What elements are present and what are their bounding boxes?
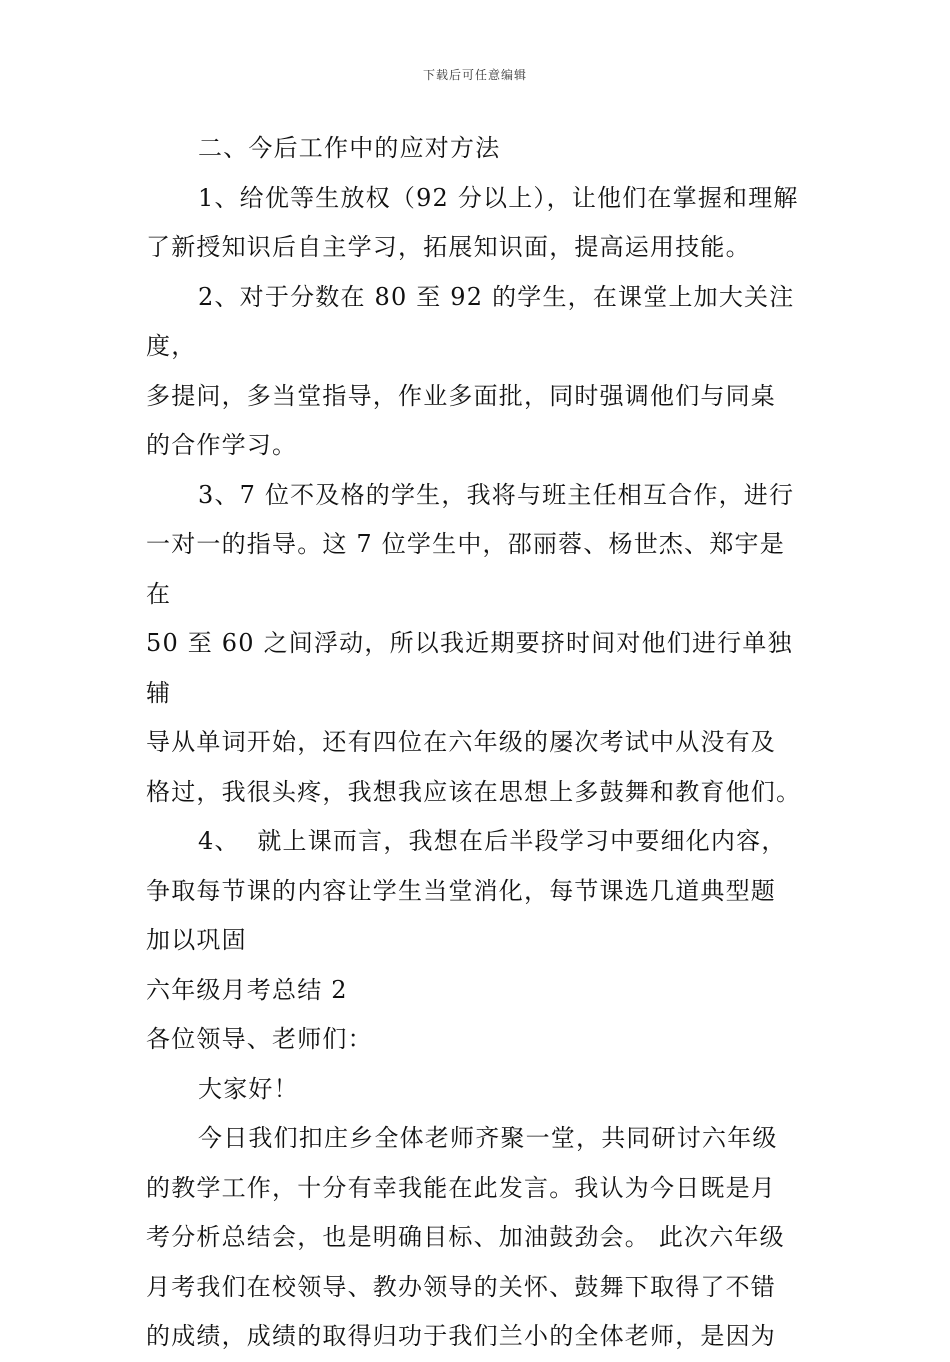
text-line: 的成绩，成绩的取得归功于我们兰小的全体老师，是因为 (146, 1322, 776, 1350)
text-line: 50 至 60 之间浮动，所以我近期要挤时间对他们进行单独辅 (146, 629, 793, 707)
text-line: 争取每节课的内容让学生当堂消化，每节课选几道典型题 (146, 876, 776, 905)
text-line: 4、 就上课而言，我想在后半段学习中要细化内容， (198, 827, 787, 855)
page-header-note: 下载后可任意编辑 (422, 68, 527, 82)
text-line: 导从单词开始，还有四位在六年级的屡次考试中从没有及 (146, 728, 776, 756)
paragraph-item-1 (146, 174, 808, 273)
text-line: 1、给优等生放权（92 分以上），让他们在掌握和理解 (198, 183, 799, 212)
text-line: 格过，我很头疼，我想我应该在思想上多鼓舞和教育他们。 (146, 777, 802, 806)
text-line: 加以巩固 (146, 926, 247, 954)
text-line: 月考我们在校领导、教办领导的关怀、鼓舞下取得了不错 (146, 1272, 776, 1301)
text-line: 的教学工作，十分有幸我能在此发言。我认为今日既是月 (146, 1173, 776, 1202)
section-heading-methods (146, 124, 808, 174)
document-body (146, 124, 808, 1362)
text-line: 多提问，多当堂指导，作业多面批，同时强调他们与同桌 (146, 381, 776, 410)
text-line: 六年级月考总结 2 (146, 975, 348, 1004)
paragraph-speech-body (146, 1114, 808, 1362)
section-title-summary-2 (146, 966, 808, 1016)
paragraph-item-4 (146, 817, 808, 966)
salutation (146, 1015, 808, 1065)
text-line: 大家好！ (198, 1074, 299, 1103)
text-line: 一对一的指导。这 7 位学生中，邵丽蓉、杨世杰、郑宇是在 (146, 530, 785, 608)
text-line: 考分析总结会，也是明确目标、加油鼓劲会。 此次六年级 (146, 1223, 785, 1251)
text-line: 3、7 位不及格的学生，我将与班主任相互合作，进行 (198, 480, 795, 509)
text-line: 的合作学习。 (146, 431, 298, 459)
text-line: 2、对于分数在 80 至 92 的学生，在课堂上加大关注度， (146, 282, 795, 360)
text-line: 各位领导、老师们： (146, 1025, 373, 1053)
greeting (146, 1065, 808, 1115)
text-line: 二、今后工作中的应对方法 (198, 134, 501, 162)
text-line: 今日我们扣庄乡全体老师齐聚一堂，共同研讨六年级 (198, 1124, 778, 1152)
text-line: 了新授知识后自主学习，拓展知识面，提高运用技能。 (146, 233, 751, 261)
paragraph-item-2 (146, 273, 808, 471)
paragraph-item-3 (146, 471, 808, 818)
